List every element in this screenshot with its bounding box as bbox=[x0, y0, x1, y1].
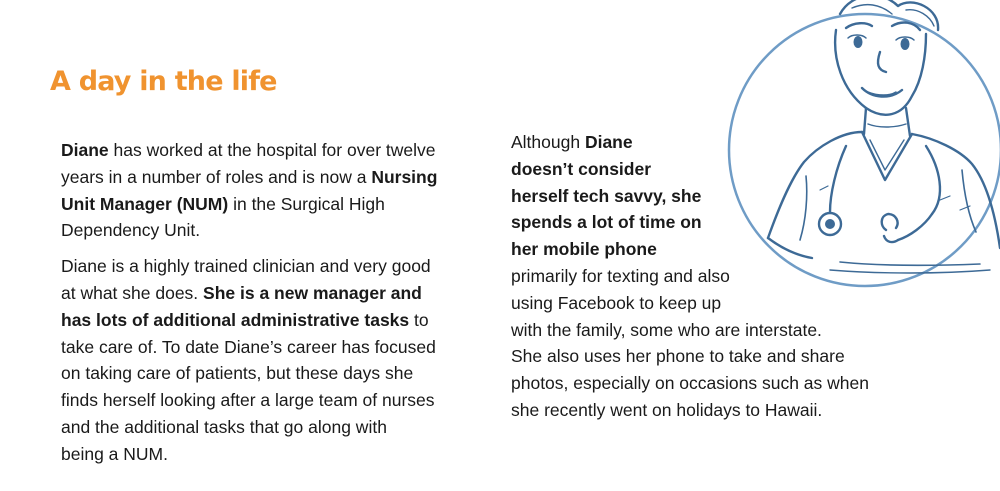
role-paragraph: Diane is a highly trained clinician and very good at what she does. She is a new manager and has lots of additional administrative tasks to take care of. To date Diane’s career has focused on taking care of patients, but these days she finds herself looking after a large team of nurses and the additional tasks that go along with being a NUM. bbox=[61, 256, 436, 464]
technology-paragraph: Although Diane doesn’t consider herself tech savvy, she spends a lot of time on her mobile phone primarily for texting and also using Facebook to keep up with the family, some who are interstate. She also uses her phone to take and share photos, especially on occasions such as when she recently went on holidays to Hawaii. bbox=[511, 132, 869, 420]
intro-paragraph: Diane has worked at the hospital for over twelve years in a number of roles and is now a Nursing Unit Manager (NUM) in the Surgical High Dependency Unit. bbox=[61, 140, 438, 241]
nurse-with-stethoscope-icon bbox=[715, 0, 1000, 310]
page-title: A day in the life bbox=[50, 66, 277, 97]
left-column bbox=[61, 137, 481, 468]
diane-name: Diane bbox=[61, 140, 109, 160]
